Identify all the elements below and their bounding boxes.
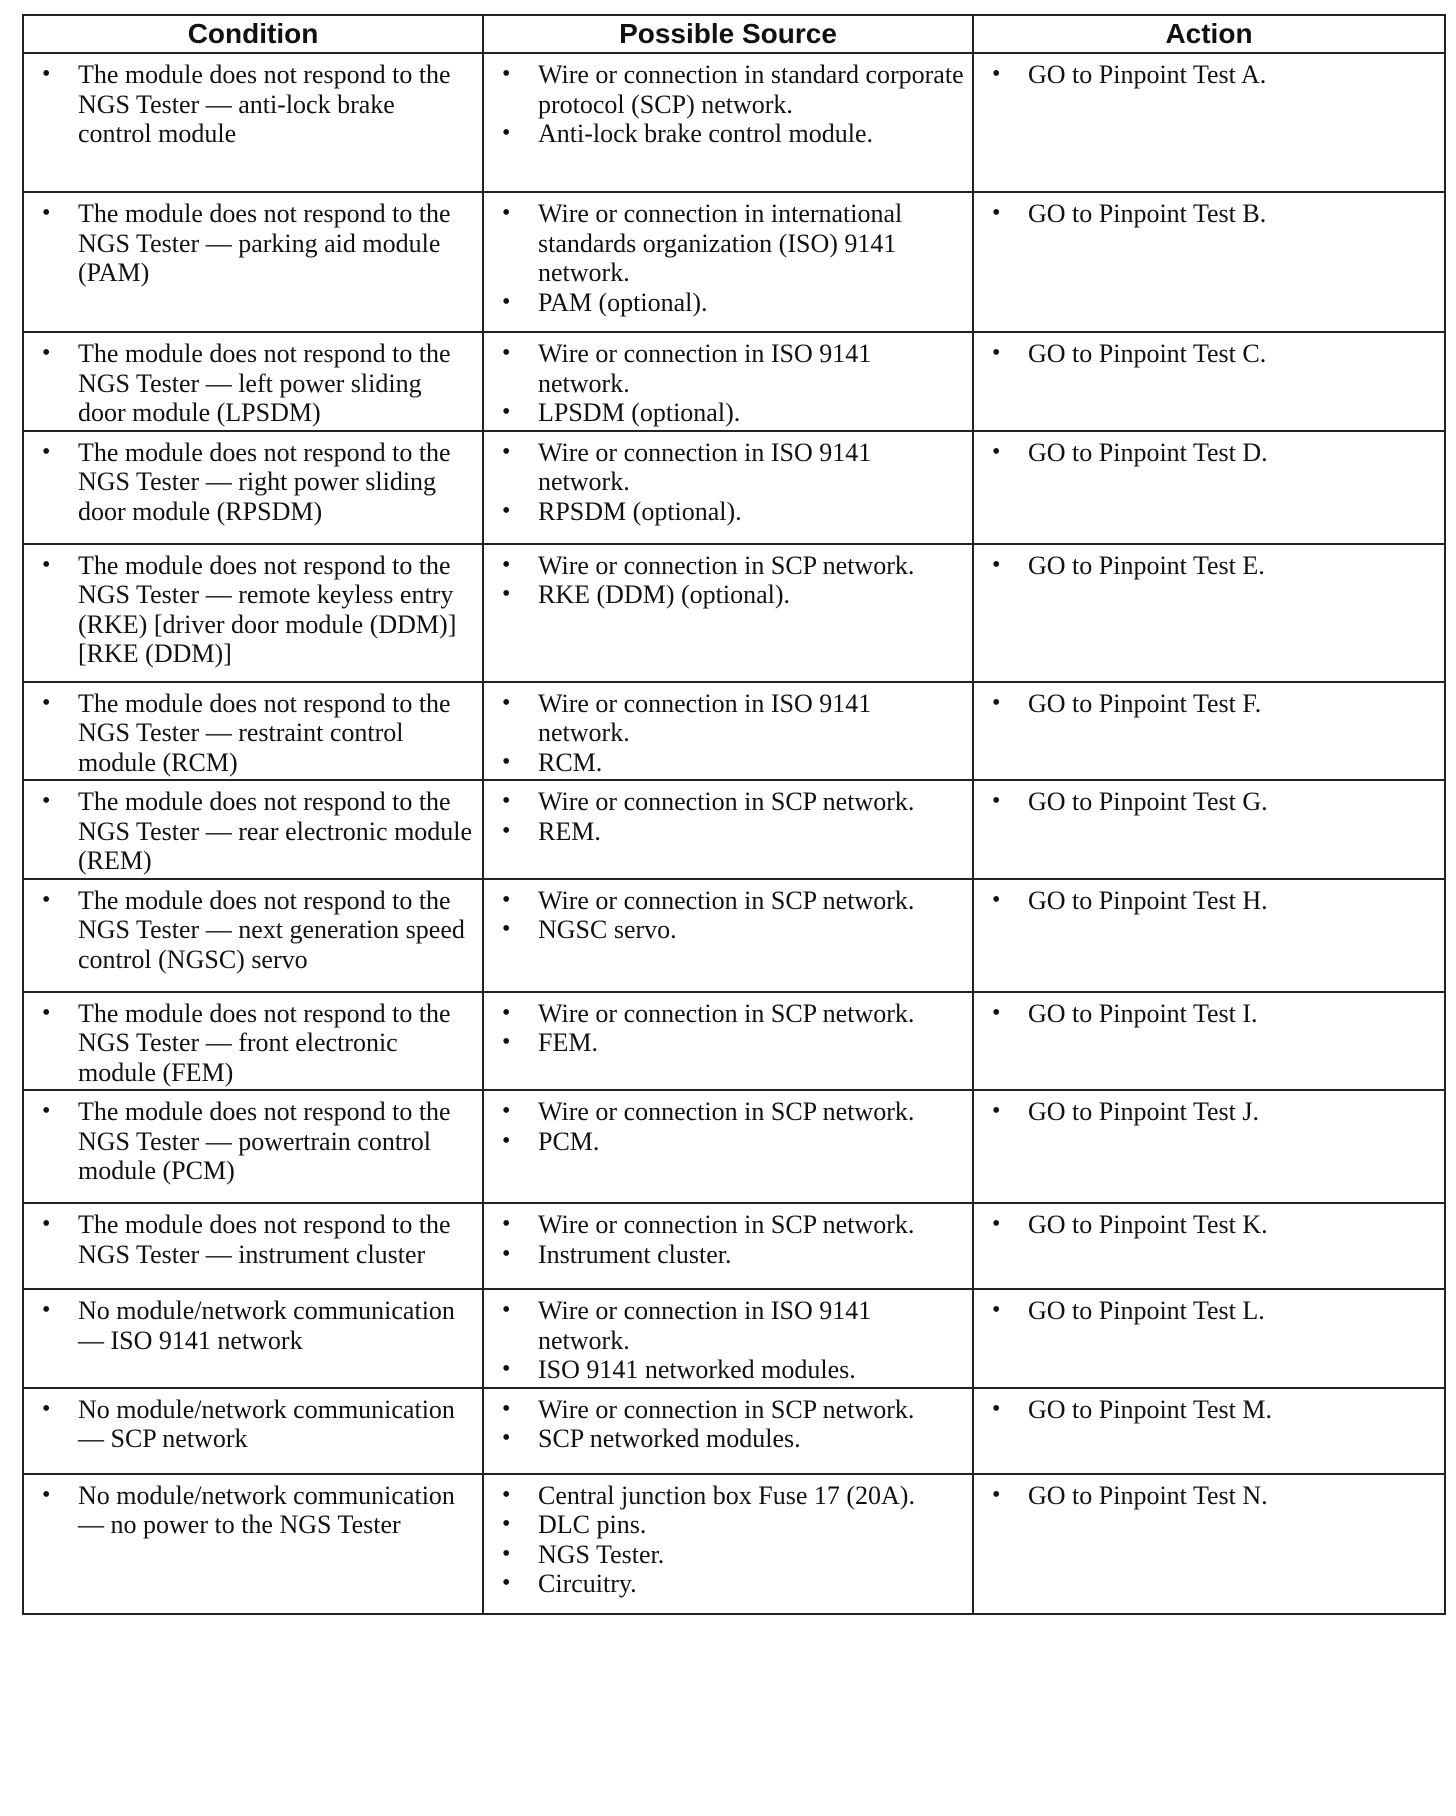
source-item: • Anti-lock brake control module. xyxy=(492,119,964,149)
condition-text: • No module/network communication — SCP network xyxy=(32,1395,474,1454)
source-item: • RCM. xyxy=(492,748,964,778)
source-item: • Central junction box Fuse 17 (20A). xyxy=(492,1481,964,1511)
condition-cell xyxy=(23,431,483,544)
source-item: • PAM (optional). xyxy=(492,288,964,318)
source-item: • LPSDM (optional). xyxy=(492,398,964,428)
action-cell xyxy=(973,1090,1445,1203)
action-text: • GO to Pinpoint Test B. xyxy=(982,199,1436,229)
action-text: • GO to Pinpoint Test I. xyxy=(982,999,1436,1029)
condition-cell xyxy=(23,992,483,1091)
action-text: • GO to Pinpoint Test A. xyxy=(982,60,1436,90)
condition-cell xyxy=(23,1388,483,1474)
condition-text: • The module does not respond to the NGS Tester — front electronic module (FEM) xyxy=(32,999,474,1088)
source-cell xyxy=(483,1090,973,1203)
table-header xyxy=(23,15,1445,53)
source-item: • NGSC servo. xyxy=(492,915,964,945)
source-item: • FEM. xyxy=(492,1028,964,1058)
condition-text: • The module does not respond to the NGS Tester — left power sliding door module (LPSDM) xyxy=(32,339,474,428)
source-item: • RPSDM (optional). xyxy=(492,497,964,527)
source-item: • DLC pins. xyxy=(492,1510,964,1540)
action-cell xyxy=(973,332,1445,431)
condition-text: • The module does not respond to the NGS Tester — instrument cluster xyxy=(32,1210,474,1269)
symptom-chart xyxy=(22,14,1444,1615)
source-cell xyxy=(483,544,973,682)
action-text: • GO to Pinpoint Test F. xyxy=(982,689,1436,719)
header-row xyxy=(23,15,1445,53)
action-cell xyxy=(973,682,1445,781)
table-row xyxy=(23,780,1445,879)
condition-cell xyxy=(23,1474,483,1614)
condition-text: • The module does not respond to the NGS Tester — rear electronic module (REM) xyxy=(32,787,474,876)
source-cell xyxy=(483,431,973,544)
action-text: • GO to Pinpoint Test E. xyxy=(982,551,1436,581)
table-row xyxy=(23,544,1445,682)
condition-text: • No module/network communication — ISO 9141 network xyxy=(32,1296,474,1355)
condition-cell xyxy=(23,879,483,992)
action-cell xyxy=(973,1289,1445,1388)
source-cell xyxy=(483,1388,973,1474)
action-cell xyxy=(973,1388,1445,1474)
condition-text: • The module does not respond to the NGS Tester — powertrain control module (PCM) xyxy=(32,1097,474,1186)
table-row xyxy=(23,192,1445,332)
table-row xyxy=(23,332,1445,431)
action-text: • GO to Pinpoint Test M. xyxy=(982,1395,1436,1425)
source-item: • SCP networked modules. xyxy=(492,1424,964,1454)
table-row xyxy=(23,992,1445,1091)
source-cell xyxy=(483,53,973,192)
action-cell xyxy=(973,879,1445,992)
source-cell xyxy=(483,1203,973,1289)
header-condition: Condition xyxy=(23,15,483,53)
condition-text: • No module/network communication — no power to the NGS Tester xyxy=(32,1481,474,1540)
action-cell xyxy=(973,192,1445,332)
condition-cell xyxy=(23,780,483,879)
source-item: • Wire or connection in ISO 9141 network. xyxy=(492,339,964,398)
source-item: • Wire or connection in international standards organization (ISO) 9141 network. xyxy=(492,199,964,288)
action-cell xyxy=(973,1203,1445,1289)
condition-cell xyxy=(23,332,483,431)
source-item: • Wire or connection in SCP network. xyxy=(492,1395,964,1425)
source-item: • Wire or connection in SCP network. xyxy=(492,787,964,817)
source-item: • Wire or connection in SCP network. xyxy=(492,999,964,1029)
source-item: • Instrument cluster. xyxy=(492,1240,964,1270)
condition-text: • The module does not respond to the NGS Tester — anti-lock brake control module xyxy=(32,60,474,149)
source-item: • Wire or connection in SCP network. xyxy=(492,1210,964,1240)
header-action: Action xyxy=(973,15,1445,53)
source-item: • Wire or connection in ISO 9141 network. xyxy=(492,438,964,497)
condition-cell xyxy=(23,192,483,332)
table-row xyxy=(23,1289,1445,1388)
source-cell xyxy=(483,192,973,332)
source-cell xyxy=(483,682,973,781)
source-item: • Wire or connection in ISO 9141 network. xyxy=(492,689,964,748)
action-cell xyxy=(973,780,1445,879)
source-item: • RKE (DDM) (optional). xyxy=(492,580,964,610)
condition-cell xyxy=(23,682,483,781)
action-cell xyxy=(973,1474,1445,1614)
source-item: • Wire or connection in SCP network. xyxy=(492,886,964,916)
source-cell xyxy=(483,1474,973,1614)
condition-cell xyxy=(23,1289,483,1388)
table-row xyxy=(23,431,1445,544)
source-item: • Circuitry. xyxy=(492,1569,964,1599)
condition-text: • The module does not respond to the NGS Tester — restraint control module (RCM) xyxy=(32,689,474,778)
table-row xyxy=(23,1388,1445,1474)
source-item: • ISO 9141 networked modules. xyxy=(492,1355,964,1385)
table-row xyxy=(23,1203,1445,1289)
source-item: • Wire or connection in SCP network. xyxy=(492,551,964,581)
condition-cell xyxy=(23,53,483,192)
action-text: • GO to Pinpoint Test K. xyxy=(982,1210,1436,1240)
source-cell xyxy=(483,1289,973,1388)
source-item: • Wire or connection in ISO 9141 network. xyxy=(492,1296,964,1355)
source-cell xyxy=(483,992,973,1091)
condition-text: • The module does not respond to the NGS Tester — remote keyless entry (RKE) [driver door module (DDM)] [RKE (DDM)] xyxy=(32,551,474,669)
table-row xyxy=(23,1474,1445,1614)
table-row xyxy=(23,1090,1445,1203)
source-item: • Wire or connection in standard corporate protocol (SCP) network. xyxy=(492,60,964,119)
source-cell xyxy=(483,332,973,431)
action-cell xyxy=(973,544,1445,682)
action-cell xyxy=(973,992,1445,1091)
table-row xyxy=(23,682,1445,781)
action-text: • GO to Pinpoint Test C. xyxy=(982,339,1436,369)
action-cell xyxy=(973,431,1445,544)
condition-text: • The module does not respond to the NGS Tester — right power sliding door module (RPSDM) xyxy=(32,438,474,527)
action-cell xyxy=(973,53,1445,192)
symptom-table xyxy=(22,14,1446,1615)
condition-cell xyxy=(23,544,483,682)
condition-text: • The module does not respond to the NGS Tester — parking aid module (PAM) xyxy=(32,199,474,288)
action-text: • GO to Pinpoint Test N. xyxy=(982,1481,1436,1511)
source-item: • Wire or connection in SCP network. xyxy=(492,1097,964,1127)
source-cell xyxy=(483,879,973,992)
header-possible-source: Possible Source xyxy=(483,15,973,53)
action-text: • GO to Pinpoint Test J. xyxy=(982,1097,1436,1127)
source-item: • PCM. xyxy=(492,1127,964,1157)
source-item: • NGS Tester. xyxy=(492,1540,964,1570)
condition-cell xyxy=(23,1203,483,1289)
table-row xyxy=(23,53,1445,192)
source-item: • REM. xyxy=(492,817,964,847)
table-row xyxy=(23,879,1445,992)
condition-text: • The module does not respond to the NGS Tester — next generation speed control (NGSC) servo xyxy=(32,886,474,975)
condition-cell xyxy=(23,1090,483,1203)
source-cell xyxy=(483,780,973,879)
action-text: • GO to Pinpoint Test G. xyxy=(982,787,1436,817)
action-text: • GO to Pinpoint Test L. xyxy=(982,1296,1436,1326)
action-text: • GO to Pinpoint Test H. xyxy=(982,886,1436,916)
table-body xyxy=(23,53,1445,1614)
action-text: • GO to Pinpoint Test D. xyxy=(982,438,1436,468)
